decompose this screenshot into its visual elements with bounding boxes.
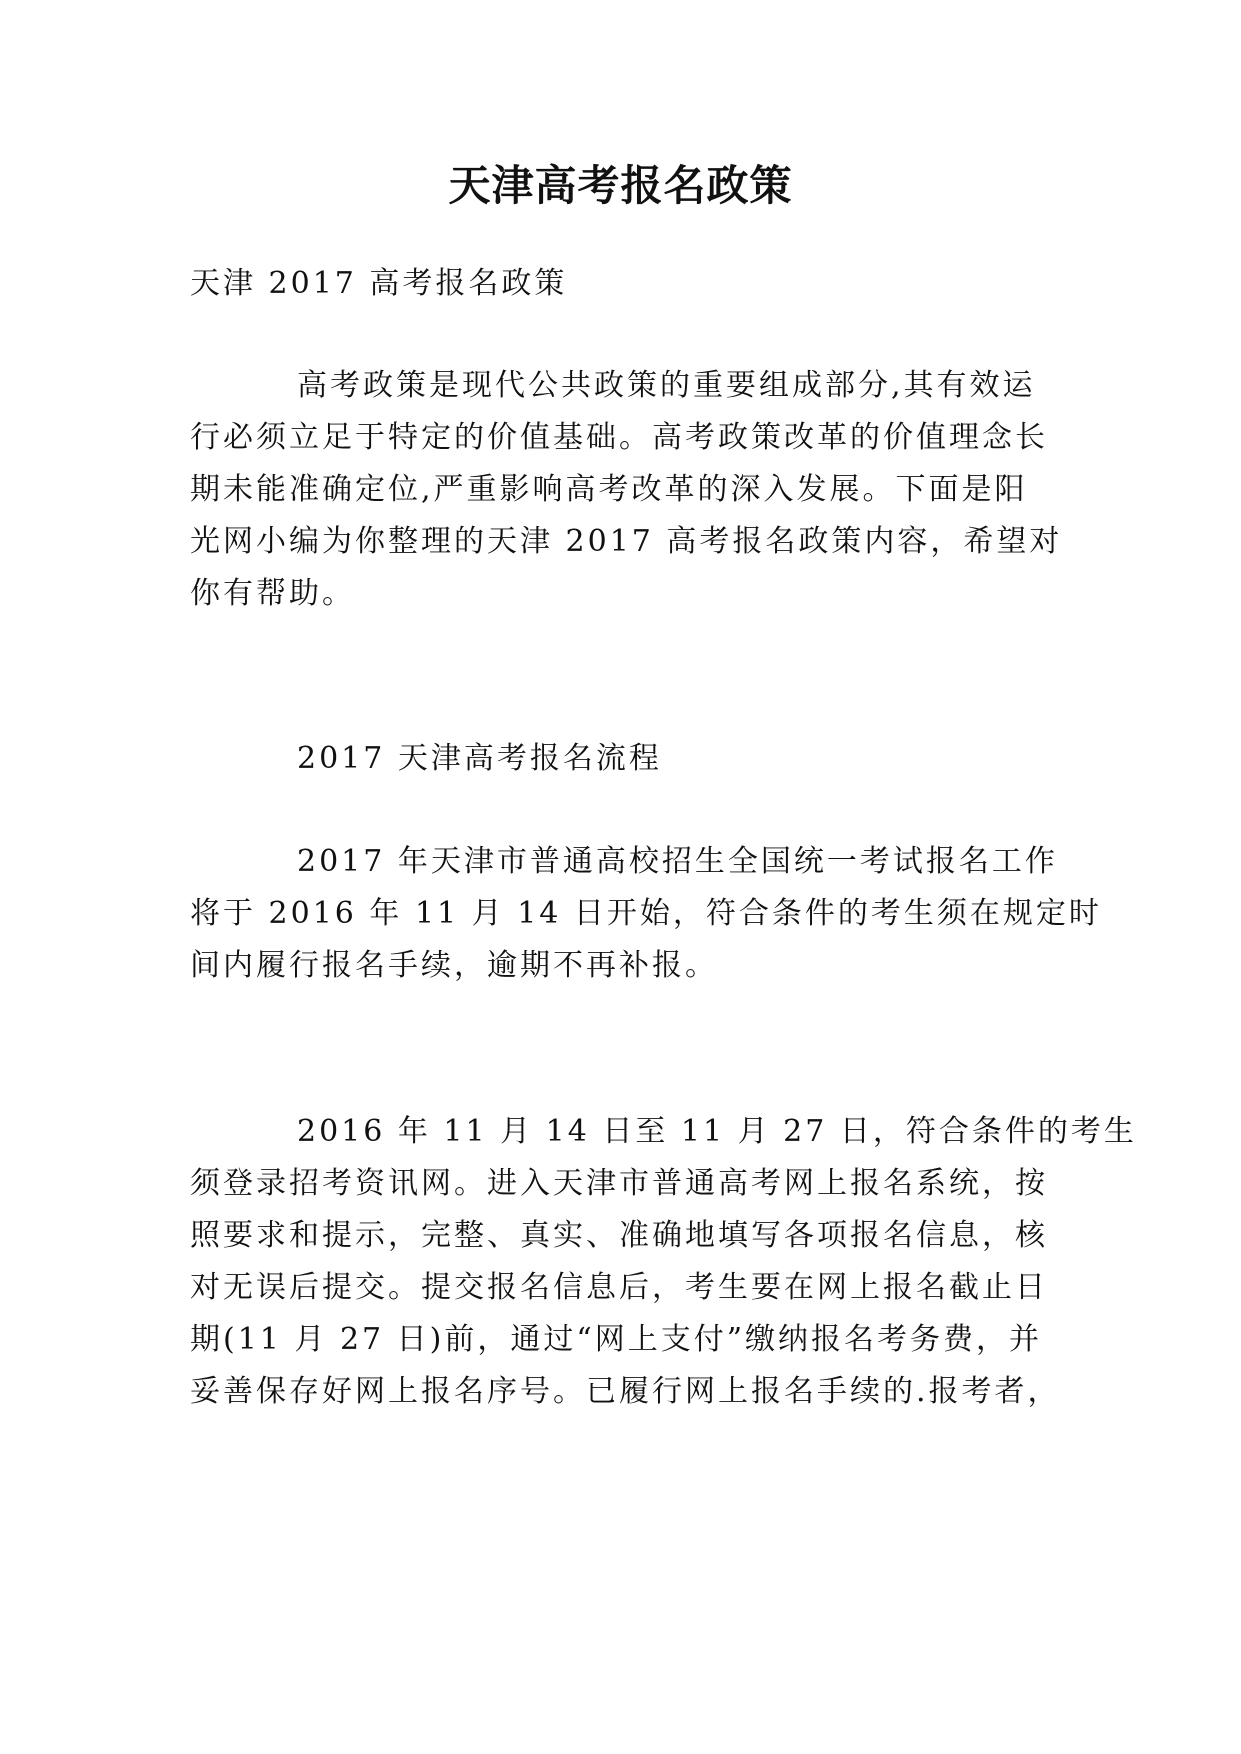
paragraph-line: 2016 年 11 月 14 日至 11 月 27 日，符合条件的考生 xyxy=(297,1114,1137,1149)
paragraph-line: 照要求和提示，完整、真实、准确地填写各项报名信息，核 xyxy=(190,1218,1048,1253)
paragraph-line: 期(11 月 27 日)前，通过“网上支付”缴纳报名考务费，并 xyxy=(190,1322,1043,1357)
paragraph-line: 你有帮助。 xyxy=(190,576,355,611)
paragraph-line: 高考政策是现代公共政策的重要组成部分,其有效运 xyxy=(297,368,1036,403)
paragraph-line: 行必须立足于特定的价值基础。高考政策改革的价值理念长 xyxy=(190,420,1048,455)
paragraph-line: 将于 2016 年 11 月 14 日开始，符合条件的考生须在规定时 xyxy=(190,896,1102,931)
section-heading: 2017 天津高考报名流程 xyxy=(297,741,662,776)
paragraph-line: 期未能准确定位,严重影响高考改革的深入发展。下面是阳 xyxy=(190,472,1028,507)
paragraph-line: 间内履行报名手续，逾期不再补报。 xyxy=(190,948,718,983)
document-subtitle: 天津 2017 高考报名政策 xyxy=(190,266,568,301)
paragraph-line: 对无误后提交。提交报名信息后，考生要在网上报名截止日 xyxy=(190,1270,1048,1305)
document-title: 天津高考报名政策 xyxy=(448,161,793,210)
paragraph-line: 须登录招考资讯网。进入天津市普通高考网上报名系统，按 xyxy=(190,1166,1048,1201)
paragraph-line: 光网小编为你整理的天津 2017 高考报名政策内容，希望对 xyxy=(190,524,1063,559)
paragraph-line: 妥善保存好网上报名序号。已履行网上报名手续的.报考者， xyxy=(190,1374,1061,1409)
paragraph-line: 2017 年天津市普通高校招生全国统一考试报名工作 xyxy=(297,844,1058,879)
